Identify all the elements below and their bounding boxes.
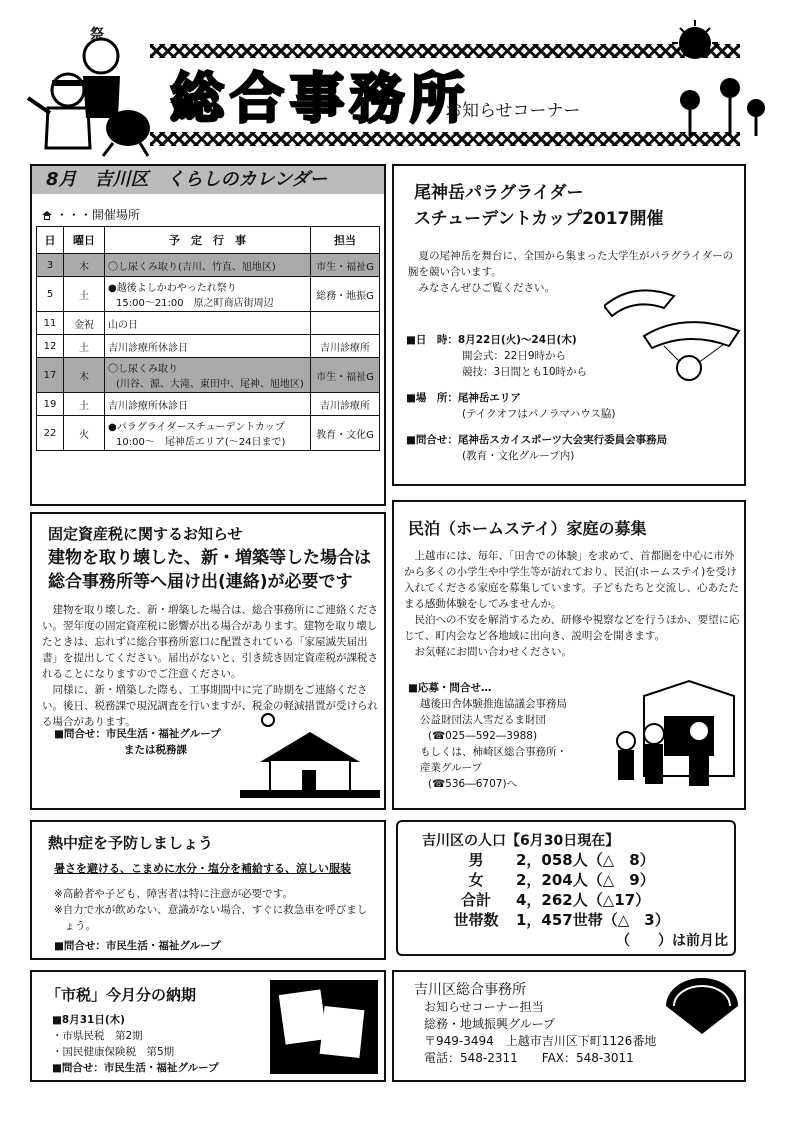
calendar-day: 17: [37, 358, 64, 393]
calendar-day: 12: [37, 335, 64, 358]
city-tax-item-1: ・市県民税 第2期: [52, 1030, 143, 1042]
tax-title-1: 固定資産税に関するお知らせ: [48, 525, 243, 543]
homestay-contact-5: 産業グループ: [420, 762, 483, 774]
calendar-resp: [311, 312, 380, 335]
calendar-resp: 吉川診療所: [311, 335, 380, 358]
family-house-illustration: [604, 676, 739, 796]
homestay-para-3: お気軽にお問い合わせください。: [414, 646, 572, 658]
paraglider-section: [392, 164, 746, 486]
homestay-contact-label: ■応募・問合せ…: [408, 682, 492, 694]
tax-contact-1: ■問合せ：市民生活・福祉グループ: [54, 728, 221, 740]
population-value: 4，262人（△17）: [516, 891, 651, 909]
calendar-dow: 土: [64, 277, 105, 312]
living-calendar: [30, 164, 386, 506]
heatstroke-section: [30, 820, 386, 960]
paraglider-place-note: (テイクオフはパノラマハウス脇): [462, 408, 616, 420]
population-value: 2，204人（△ 9）: [516, 871, 655, 889]
calendar-row: [37, 312, 380, 335]
calendar-dow: 木: [64, 254, 105, 277]
page-header: [0, 0, 800, 160]
homestay-contact-4: もしくは、柿崎区総合事務所・: [420, 746, 567, 758]
population-row: [436, 850, 670, 870]
office-name: 吉川区総合事務所: [414, 982, 526, 998]
population-value: 2，058人（△ 8）: [516, 851, 655, 869]
calendar-legend: [42, 206, 140, 223]
city-tax-item-2: ・国民健康保険税 第5期: [52, 1046, 175, 1058]
homestay-title: 民泊（ホームステイ）家庭の募集: [408, 519, 647, 538]
city-tax-title: 「市税」今月分の納期: [46, 986, 197, 1004]
city-tax-section: [30, 970, 386, 1082]
fixed-asset-tax-section: [30, 512, 386, 810]
heat-contact: ■問合せ：市民生活・福祉グループ: [54, 940, 221, 952]
col-dow: 曜日: [64, 227, 105, 254]
heat-subtitle: 暑さを避ける、こまめに水分・塩分を補給する、涼しい服装: [54, 862, 351, 875]
calendar-dow: 金祝: [64, 312, 105, 335]
paraglider-competition: 競技：3日間とも10時から: [462, 366, 588, 378]
population-row: [436, 890, 670, 910]
calendar-event: [105, 335, 311, 358]
paraglider-place: ■場 所：尾神岳エリア: [406, 392, 521, 404]
homestay-contact: [408, 680, 567, 792]
calendar-event-line: 〇し尿くみ取り(吉川、竹直、旭地区): [108, 261, 276, 273]
population-note: （ ）は前月比: [616, 933, 728, 949]
tax-para-1: 建物を取り壊した、新・増築した場合は、総合事務所にご連絡ください。翌年度の固定資産税に影響が出る場合があります。建物を取り壊したときは、忘れずに総合事務所窓口に配置されている「家屋滅失届出書」を提出してください。届出がないと、引き続き固定資産税が課税されることになりますのでご注意ください。: [42, 604, 378, 680]
heat-note-2: ※自力で水が飲めない、意識がない場合、すぐに救急車を呼びましょう。: [54, 904, 368, 932]
col-resp: 担当: [311, 227, 380, 254]
paraglider-intro-1: 夏の尾神岳を舞台に、全国から集まった大学生がパラグライダーの腕を競い合います。: [408, 250, 734, 278]
tax-title-2: 建物を取り壊した、新・増築等した場合は: [48, 548, 371, 568]
paraglider-intro-2: みなさんぜひご覧ください。: [418, 282, 555, 294]
population-title: 吉川区の人口【6月30日現在】: [422, 833, 620, 849]
calendar-dow: 木: [64, 358, 105, 393]
calendar-event-line: ●越後よしかわやったれ祭り: [108, 283, 237, 294]
calendar-row: [37, 254, 380, 277]
calendar-day: 5: [37, 277, 64, 312]
heat-notes: [54, 886, 374, 954]
office-info-section: [392, 970, 746, 1082]
homestay-contact-6: (☎536―6707)へ: [428, 778, 518, 790]
calendar-event-line: 吉川診療所休診日: [108, 342, 188, 354]
population-label: 女: [468, 871, 484, 889]
venue-icon: [42, 211, 52, 220]
house-sun-illustration: [240, 702, 380, 802]
calendar-row: [37, 416, 380, 451]
calendar-row: [37, 393, 380, 416]
page-subtitle: お知らせコーナー: [445, 101, 581, 121]
calendar-event-line: (川谷、源、大滝、東田中、尾神、旭地区): [116, 379, 304, 390]
population-label: 世帯数: [453, 911, 499, 929]
paraglider-title-1: 尾神岳パラグライダー: [414, 183, 584, 203]
office-info: [414, 982, 656, 1067]
festival-kids-illustration: [18, 18, 153, 158]
population-table: [436, 850, 670, 930]
calendar-row: [37, 335, 380, 358]
city-tax-contact: ■問合せ：市民生活・福祉グループ: [52, 1062, 219, 1074]
calendar-row: [37, 358, 380, 393]
sun-flowers-illustration: [660, 18, 780, 138]
population-row: [436, 870, 670, 890]
calendar-event-line: 山の日: [108, 319, 138, 331]
calendar-event: [105, 254, 311, 277]
homestay-body: [404, 548, 740, 660]
population-row: [436, 910, 670, 930]
calendar-resp: 市生・福祉G: [311, 254, 380, 277]
header-bottom-band: [150, 132, 740, 146]
office-address: 〒949-3494 上越市吉川区下町1126番地: [424, 1034, 657, 1048]
calendar-event-line: 10:00～ 尾神岳エリア(～24日まで): [116, 437, 286, 448]
calendar-table: [36, 226, 380, 451]
calendar-resp: 市生・福祉G: [311, 358, 380, 393]
city-tax-details: [52, 1012, 219, 1076]
homestay-section: [392, 500, 746, 810]
calendar-day: 3: [37, 254, 64, 277]
paraglider-contact-note: (教育・文化グループ内): [462, 450, 575, 462]
calendar-dow: 土: [64, 393, 105, 416]
calendar-resp: 吉川診療所: [311, 393, 380, 416]
paraglider-title-2: スチューデントカップ2017開催: [414, 209, 664, 229]
population-section: [396, 820, 754, 960]
tax-title-3: 総合事務所等へ届け出(連絡)が必要です: [48, 572, 353, 592]
paraglider-details: [406, 332, 667, 464]
calendar-event-line: 15:00～21:00 原之町商店街周辺: [116, 298, 274, 309]
office-dept-2: 総務・地域振興グループ: [424, 1017, 556, 1031]
paraglider-contact: ■問合せ：尾神岳スカイスポーツ大会実行委員会事務局: [406, 434, 668, 446]
calendar-event: [105, 393, 311, 416]
calendar-resp: 教育・文化G: [311, 416, 380, 451]
tax-para-2: 同様に、新・増築した際も、工事期間中に完了時期をご連絡ください。後日、税務課で現況調査を行いますが、税金の軽減措置が受けられる場合があります。: [42, 684, 378, 728]
homestay-para-1: 上越市には、毎年、「田舎での体験」を求めて、首都圏を中心に市外から多くの小学生や中学生等が訪れており、民泊(ホームステイ)を受け入れてくださる家庭を募集しています。子どもたちと交流し、心あたたまる感動体験をしてみませんか。: [404, 550, 740, 610]
watermelon-illustration: [662, 976, 742, 1036]
homestay-contact-3: (☎025―592―3988): [428, 730, 538, 742]
city-tax-date: ■8月31日(木): [52, 1014, 125, 1026]
calendar-event: [105, 416, 311, 451]
calendar-event: [105, 358, 311, 393]
population-value: 1，457世帯（△ 3）: [516, 911, 670, 929]
calendar-event-line: 〇し尿くみ取り: [108, 364, 178, 375]
tax-contact: [54, 726, 221, 758]
page-title: 総合事務所: [170, 67, 470, 130]
calendar-dow: 火: [64, 416, 105, 451]
paraglider-opening: 開会式：22日9時から: [462, 350, 567, 362]
heat-title: 熱中症を予防しましょう: [48, 834, 214, 852]
calendar-event: [105, 312, 311, 335]
tax-contact-2: または税務課: [124, 744, 187, 756]
homestay-contact-1: 越後田舎体験推進協議会事務局: [420, 698, 567, 710]
calendar-event: [105, 277, 311, 312]
calendar-day: 22: [37, 416, 64, 451]
tax-notice-illustration: [268, 978, 380, 1076]
calendar-resp: 総務・地振G: [311, 277, 380, 312]
heat-note-1: ※高齢者や子ども、障害者は特に注意が必要です。: [54, 888, 293, 900]
col-event: 予 定 行 事: [105, 227, 311, 254]
calendar-day: 19: [37, 393, 64, 416]
homestay-contact-2: 公益財団法人雪だるま財団: [420, 714, 546, 726]
population-label: 男: [468, 851, 484, 869]
calendar-legend-text: ・・・開催場所: [55, 208, 140, 222]
calendar-event-line: 吉川診療所休診日: [108, 400, 188, 412]
calendar-title: 8月 吉川区 くらしのカレンダー: [32, 166, 384, 194]
office-dept-1: お知らせコーナー担当: [424, 1000, 544, 1014]
office-phone: 電話：548-2311 FAX：548-3011: [424, 1051, 634, 1065]
col-day: 日: [37, 227, 64, 254]
homestay-para-2: 民泊への不安を解消するため、研修や視察などを行うほか、要望に応じて、町内会など各地域に出向き、説明会を開きます。: [404, 614, 740, 642]
population-label: 合計: [460, 891, 491, 909]
calendar-day: 11: [37, 312, 64, 335]
calendar-event-line: ●パラグライダースチューデントカップ: [108, 422, 285, 433]
calendar-row: [37, 277, 380, 312]
paraglider-date: ■日 時：8月22日(火)～24日(木): [406, 334, 577, 346]
festival-char: 祭: [90, 27, 104, 43]
calendar-dow: 土: [64, 335, 105, 358]
